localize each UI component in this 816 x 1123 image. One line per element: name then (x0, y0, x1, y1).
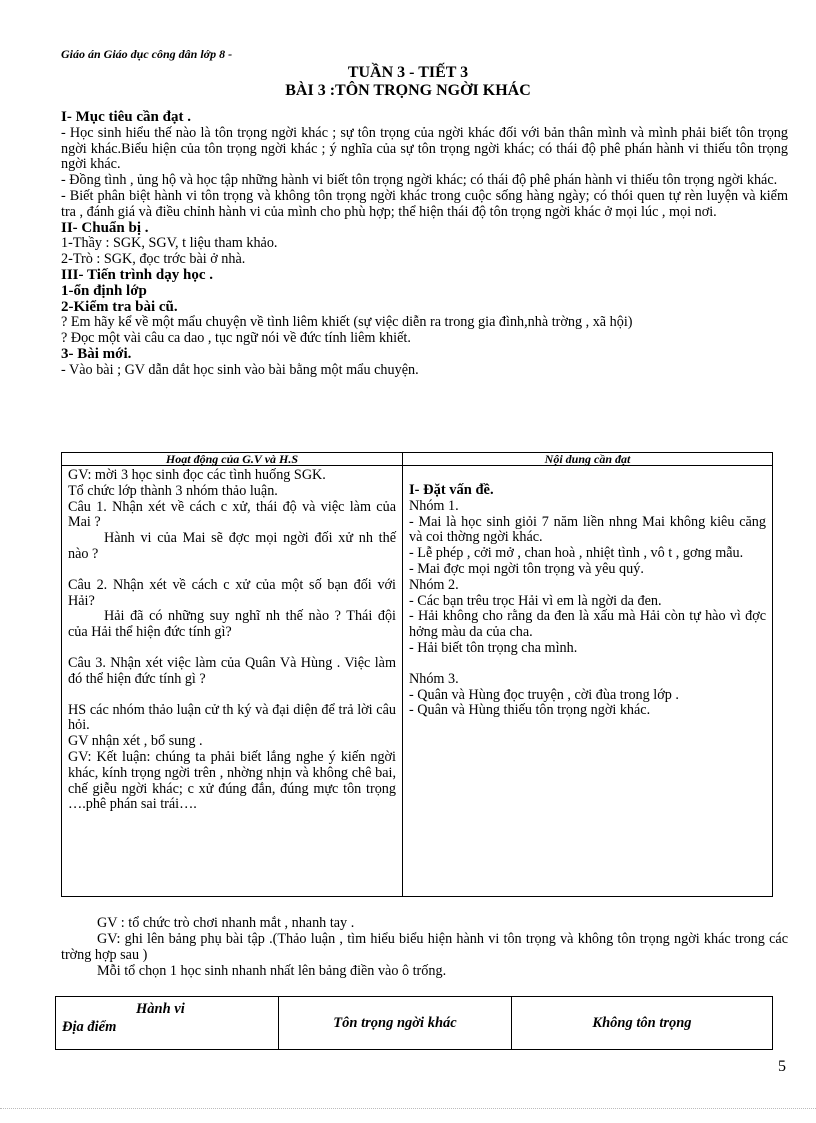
section-process-heading: III- Tiến trình dạy học . (61, 266, 213, 283)
diag-header-top: Hành vi (136, 1001, 185, 1017)
activities-cell (62, 466, 403, 897)
step-class-setup: 1-ổn định lớp (61, 282, 147, 299)
lesson-body (61, 110, 788, 379)
diag-header-cell (56, 997, 279, 1050)
preparation-student: 2-Trò : SGK, đọc trớc bài ở nhà. (61, 251, 246, 268)
activity-table (61, 452, 773, 897)
objective-1: - Học sinh hiểu thế nào là tôn trọng ngời khác ; sự tôn trọng của ngời khác đối với bản thân mình và mình phải biết tôn trọng ngời khác.Biểu hiện của tôn trọng ngời khác ; ý nghĩa của sự tôn trọng ngời khác; có thái độ phê phán hành vi thiếu tôn trọng ngời khác. (61, 124, 788, 173)
section-objectives-heading: I- Mục tiêu cần đạt . (61, 109, 191, 125)
content-line: Nhóm 3. (409, 670, 459, 687)
content-cell (403, 466, 773, 897)
step-review: 2-Kiểm tra bài cũ. (61, 298, 178, 315)
content-line: Nhóm 1. (409, 497, 459, 514)
content-line: - Mai là học sinh giỏi 7 năm liền nhng Mai không kiêu căng và coi thờng ngời khác. (409, 513, 766, 546)
step-new-lesson: 3- Bài mới. (61, 345, 132, 362)
content-line: - Các bạn trêu trọc Hải vì em là ngời da đen. (409, 592, 662, 609)
objective-3: - Biết phân biệt hành vi tôn trọng và không tôn trọng ngời khác trong cuộc sống hàng ngày; có thói quen tự rèn luyện và kiểm tra , đánh giá và điều chỉnh hành vi của mình cho phù hợp; thể hiện thái độ tôn trọng ngời khác ở mọi lúc , mọi nơi. (61, 187, 788, 220)
lesson-title: BÀI 3 :TÔN TRỌNG NGỜI KHÁC (285, 82, 531, 99)
activity-line: GV: Kết luận: chúng ta phải biết lắng nghe ý kiến ngời khác, kính trọng ngời trên , nhờng nhịn và không chê bai, chế giễu ngời khác; c xử đúng đắn, đúng mực tôn trọng ….phê phán sai trái…. (68, 748, 396, 813)
content-line: I- Đặt vấn đề. (409, 482, 494, 498)
content-line: - Hải không cho rằng da đen là xấu mà Hải còn tự hào vì đợc hởng màu da của cha. (409, 608, 766, 641)
preparation-teacher: 1-Thầy : SGK, SGV, t liệu tham khảo. (61, 235, 278, 252)
col-content-header: Nội dung cần đạt (403, 453, 773, 466)
activity-line: Hải đã có những suy nghĩ nh thế nào ? Thái đội của Hải thể hiện đức tính gì? (68, 608, 396, 641)
instruction-line: GV : tổ chức trò chơi nhanh mắt , nhanh tay . (97, 915, 355, 931)
content-line: - Quân và Hùng đọc truyện , cời đùa trong lớp . (409, 686, 679, 703)
section-preparation-heading: II- Chuẩn bị . (61, 219, 149, 236)
page-edge-divider (0, 1108, 816, 1109)
diag-header-bottom: Địa điểm (62, 1019, 117, 1035)
page-number: 5 (778, 1058, 786, 1075)
activity-line: Câu 3. Nhận xét việc làm của Quân Và Hùng . Việc làm đó thể hiện đức tính gì ? (68, 654, 396, 687)
objective-2: - Đồng tình , ủng hộ và học tập những hành vi biết tôn trọng ngời khác; có thái độ phê phán hành vi thiếu tôn trọng ngời khác. (61, 172, 778, 189)
instruction-line: Mỗi tổ chọn 1 học sinh nhanh nhất lên bảng điền vào ô trống. (97, 963, 447, 979)
activity-line: Hành vi của Mai sẽ đợc mọi ngời đối xử nh thế nào ? (68, 530, 396, 562)
activity-line: HS các nhóm thảo luận cử th ký và đại diện để trả lời câu hỏi. (68, 701, 396, 734)
content-line: - Lễ phép , cởi mở , chan hoà , nhiệt tình , vô t , gơng mẫu. (409, 545, 744, 562)
activity-line: Câu 2. Nhận xét về cách c xử của một số bạn đối với Hải? (68, 576, 396, 609)
activity-line: Câu 1. Nhận xét về cách c xử, thái độ và việc làm của Mai ? (68, 498, 396, 531)
behavior-table (55, 996, 773, 1050)
col-activities-header: Hoạt động của G.V và H.S (62, 453, 403, 466)
content-line: - Quân và Hùng thiếu tôn trọng ngời khác. (409, 702, 651, 719)
activity-line: Tổ chức lớp thành 3 nhóm thảo luận. (68, 482, 278, 499)
content-line: - Hải biết tôn trọng cha mình. (409, 639, 578, 656)
activity-line: GV nhận xét , bổ sung . (68, 733, 203, 750)
game-instructions (61, 915, 788, 979)
content-line: - Mai đợc mọi ngời tôn trọng và yêu quý. (409, 560, 644, 577)
review-question-1: ? Em hãy kể về một mẩu chuyện về tình liêm khiết (sự việc diễn ra trong gia đình,nhà trờng , xã hội) (61, 314, 633, 331)
lesson-intro: - Vào bài ; GV dẫn dắt học sinh vào bài bằng một mẩu chuyện. (61, 361, 419, 378)
activity-line: GV: mời 3 học sinh đọc các tình huống SGK. (68, 467, 326, 483)
respect-header: Tôn trọng ngời khác (279, 997, 512, 1050)
content-line: Nhóm 2. (409, 576, 459, 593)
week-lesson-title: TUẦN 3 - TIẾT 3 (347, 64, 469, 81)
document-header: Giáo án Giáo dục công dân lớp 8 - (61, 47, 233, 61)
disrespect-header: Không tôn trọng (512, 997, 773, 1050)
instruction-line: GV: ghi lên bảng phụ bài tập .(Thảo luận , tìm hiểu biểu hiện hành vi tôn trọng và không tôn trọng ngời khác trong các trờng hợp sau ) (61, 931, 788, 963)
review-question-2: ? Đọc một vài câu ca dao , tục ngữ nói về đức tính liêm khiết. (61, 330, 411, 347)
